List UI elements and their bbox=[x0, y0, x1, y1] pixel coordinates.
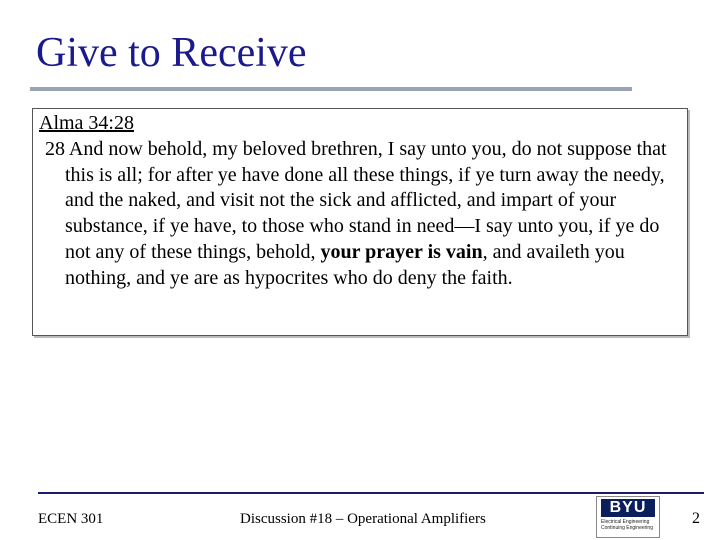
scripture-reference: Alma 34:28 bbox=[39, 112, 134, 134]
verse-text-start: 28 And now behold, my beloved brethren, I say unto you, do not suppose that this is all; for after ye have done all these things, if ye turn away the needy, and the naked, and visit not the sick and afflicted, and impart of your substance, if ye have, to those who stand in need—I say unto you, if ye do not any of these things, behold, bbox=[45, 137, 667, 263]
title-underline bbox=[30, 87, 632, 91]
byu-logo-subtext: Electrical Engineering Continuing Engineering bbox=[601, 519, 653, 531]
verse-emphasis: your prayer is vain bbox=[320, 240, 483, 263]
footer-rule bbox=[38, 492, 704, 494]
slide-title: Give to Receive bbox=[36, 30, 307, 76]
verse-text bbox=[39, 137, 681, 292]
verse-text-end: , and availeth you nothing, and ye are as hypocrites who do deny the faith. bbox=[65, 240, 625, 289]
footer-topic: Discussion #18 – Operational Amplifiers bbox=[240, 511, 486, 527]
byu-logo-wordmark: BYU bbox=[601, 499, 655, 517]
footer-course: ECEN 301 bbox=[38, 511, 104, 527]
page-number: 2 bbox=[692, 510, 700, 527]
scripture-quote-box bbox=[32, 108, 688, 336]
byu-logo bbox=[596, 496, 660, 538]
